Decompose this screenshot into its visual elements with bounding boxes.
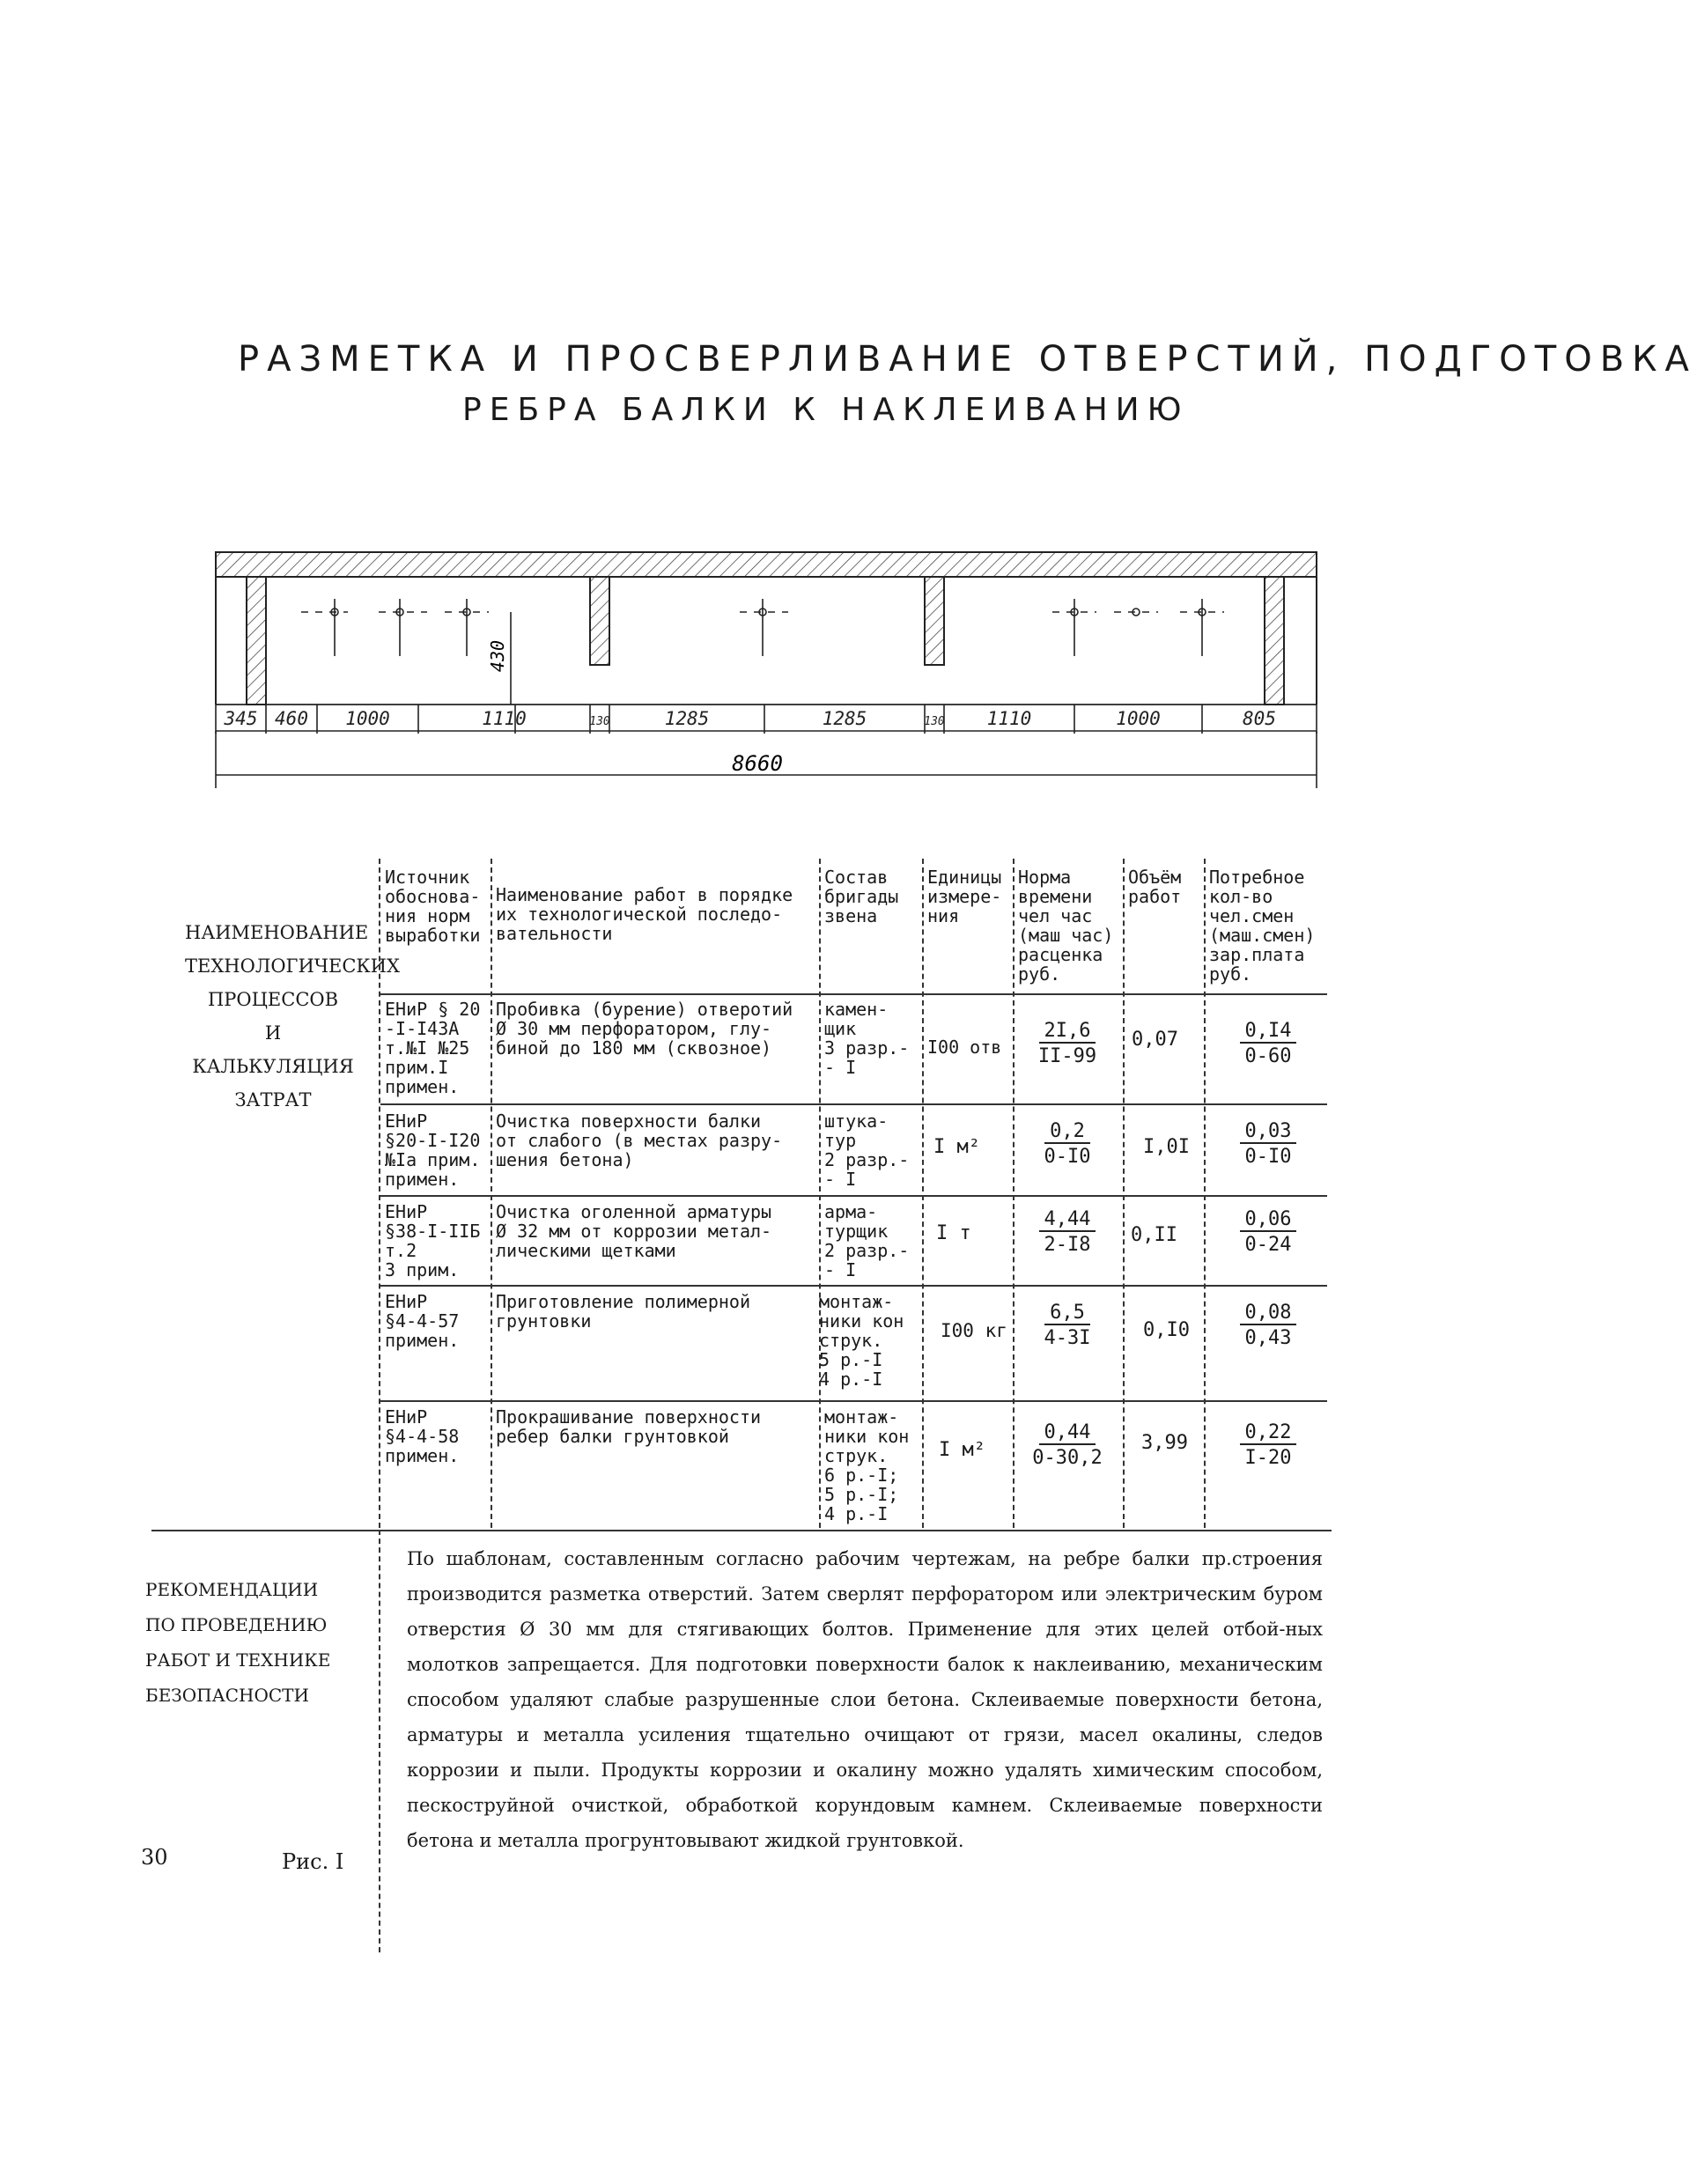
dimension-label: 1110 xyxy=(986,708,1032,729)
row1-source: ЕНиР § 20 -I-I43А т.№I №25 прим.I примен. xyxy=(385,999,481,1097)
dimension-label: 1000 xyxy=(1116,708,1161,729)
row4-volume: 0,I0 xyxy=(1143,1319,1190,1341)
side-label-line: КАЛЬКУЛЯЦИЯ xyxy=(192,1056,354,1077)
row1-unit: I00 отв xyxy=(927,1037,1002,1058)
side-label-line: ПО ПРОВЕДЕНИЮ xyxy=(145,1614,328,1635)
dimension-label: 130 xyxy=(589,715,610,728)
row2-name: Очистка поверхности балки от слабого (в местах разру- шения бетона) xyxy=(496,1110,783,1170)
side-label-line: ТЕХНОЛОГИЧЕСКИХ xyxy=(185,956,400,977)
row3-unit: I т xyxy=(936,1222,971,1244)
side-label-line: БЕЗОПАСНОСТИ xyxy=(145,1685,309,1706)
row4-source: ЕНиР §4-4-57 примен. xyxy=(385,1291,460,1351)
row2-need: $\frac{0,03}{0-I0}$ xyxy=(1215,1120,1321,1170)
row3-norm: $\frac{4,44}{2-I8}$ xyxy=(1015,1208,1120,1258)
row2-crew: штука- тур 2 разр.- - I xyxy=(824,1110,910,1190)
row1-norm: $\frac{2I,6}{II-99}$ xyxy=(1037,1020,1097,1067)
row3-name: Очистка оголенной арматуры Ø 32 мм от коррозии метал- лическими щетками xyxy=(496,1201,772,1261)
row4-norm: $\frac{6,5}{4-3I}$ xyxy=(1044,1302,1091,1349)
side-label-line: И xyxy=(264,1022,282,1044)
recommendations-text: По шаблонам, составленным согласно рабочим чертежам, на ребре балки пр.строения производится разметка отверстий. Затем сверлят перфоратором или электрическим буром отверстия Ø 30 мм для стягивающих болтов. Применение для этих целей отбой-ных молотков запрещается. Для подготовки поверхности балок к наклеиванию, механическим способом удаляют слабые разрушенные слои бетона. Склеиваемые поверхности бетона, арматуры и металла усиления тщательно очищают от грязи, масел окалины, следов коррозии и пыли. Продукты коррозии и окалину можно удалять химическим способом, пескоструйной очисткой, обработкой корундовым камнем. Склеиваемые поверхности бетона и металла прогрунтовывают жидкой грунтовкой. xyxy=(407,1548,1323,1851)
dimension-label: 460 xyxy=(275,708,308,729)
header-need: Потребное кол-во чел.смен (маш.смен) зар.плата руб. xyxy=(1209,867,1316,985)
dimension-label: 1285 xyxy=(822,708,867,729)
figure-caption: Рис. I xyxy=(282,1849,344,1874)
row4-name: Приготовление полимерной грунтовки xyxy=(496,1291,750,1332)
header-crew: Состав бригады звена xyxy=(824,867,899,926)
row4-crew: монтаж- ники кон струк. 5 р.-I 4 р.-I xyxy=(819,1291,904,1390)
dimension-label: 805 xyxy=(1243,708,1276,729)
dimension-label: 1110 xyxy=(482,708,527,729)
side-label-line: ПРОЦЕССОВ xyxy=(207,989,339,1010)
header-source: Источник обоснова- ния норм выработки xyxy=(385,867,481,946)
row4-unit: I00 кг xyxy=(941,1320,1007,1341)
row2-unit: I м² xyxy=(933,1136,980,1158)
page-number: 30 xyxy=(141,1845,168,1870)
row5-source: ЕНиР §4-4-58 примен. xyxy=(385,1406,460,1466)
side-label-line: ЗАТРАТ xyxy=(234,1089,312,1110)
dimension-label: 345 xyxy=(224,708,258,729)
page-title: РАЗМЕТКА И ПРОСВЕРЛИВАНИЕ ОТВЕРСТИЙ, ПОДГОТОВКА xyxy=(238,339,1697,380)
row5-crew: монтаж- ники кон струк. 6 р.-I; 5 р.-I; 4 р.-I xyxy=(824,1406,910,1524)
side-label-line: НАИМЕНОВАНИЕ xyxy=(185,922,369,943)
dimension-label: 1000 xyxy=(345,708,390,729)
recommend-side-label xyxy=(145,1572,330,1713)
row3-source: ЕНиР §38-I-IIБ т.2 3 прим. xyxy=(385,1201,481,1280)
total-length-label: 8660 xyxy=(732,751,783,776)
row5-need: $\frac{0,22}{I-20}$ xyxy=(1215,1421,1321,1472)
side-label-line: РЕКОМЕНДАЦИИ xyxy=(145,1579,319,1600)
row3-need: $\frac{0,06}{0-24}$ xyxy=(1215,1208,1321,1258)
dimension-label: 1285 xyxy=(664,708,710,729)
depth-label: 430 xyxy=(487,639,508,673)
row1-need: $\frac{0,I4}{0-60}$ xyxy=(1215,1020,1321,1070)
header-unit: Единицы измере- ния xyxy=(927,867,1002,926)
row2-volume: I,0I xyxy=(1143,1136,1190,1158)
row1-crew: камен- щик 3 разр.- - I xyxy=(824,999,910,1078)
header-volume: Объём работ xyxy=(1128,867,1182,907)
row5-norm: $\frac{0,44}{0-30,2}$ xyxy=(1032,1421,1103,1469)
header-work-name: Наименование работ в порядке их технологической последо- вательности xyxy=(496,884,793,944)
row1-name: Пробивка (бурение) отверотий Ø 30 мм перфоратором, глу- биной до 180 мм (сквозное) xyxy=(496,999,793,1059)
row1-volume: 0,07 xyxy=(1132,1029,1178,1051)
row5-name: Прокрашивание поверхности ребер балки грунтовкой xyxy=(496,1406,762,1447)
row2-norm: $\frac{0,2}{0-I0}$ xyxy=(1044,1120,1091,1168)
header-norm: Норма времени чел час (маш час) расценка руб. xyxy=(1018,867,1114,985)
row4-need: $\frac{0,08}{0,43}$ xyxy=(1215,1302,1321,1352)
page-subtitle: РЕБРА БАЛКИ К НАКЛЕИВАНИЮ xyxy=(462,392,1190,428)
row5-volume: 3,99 xyxy=(1141,1432,1188,1454)
row2-source: ЕНиР §20-I-I20 №Iа прим. примен. xyxy=(385,1110,481,1190)
dimension-label: 130 xyxy=(924,715,945,728)
side-label-line: РАБОТ И ТЕХНИКЕ xyxy=(145,1649,331,1671)
row3-volume: 0,II xyxy=(1131,1224,1177,1246)
row3-crew: арма- турщик 2 разр.- - I xyxy=(824,1201,910,1280)
row5-unit: I м² xyxy=(939,1439,985,1461)
